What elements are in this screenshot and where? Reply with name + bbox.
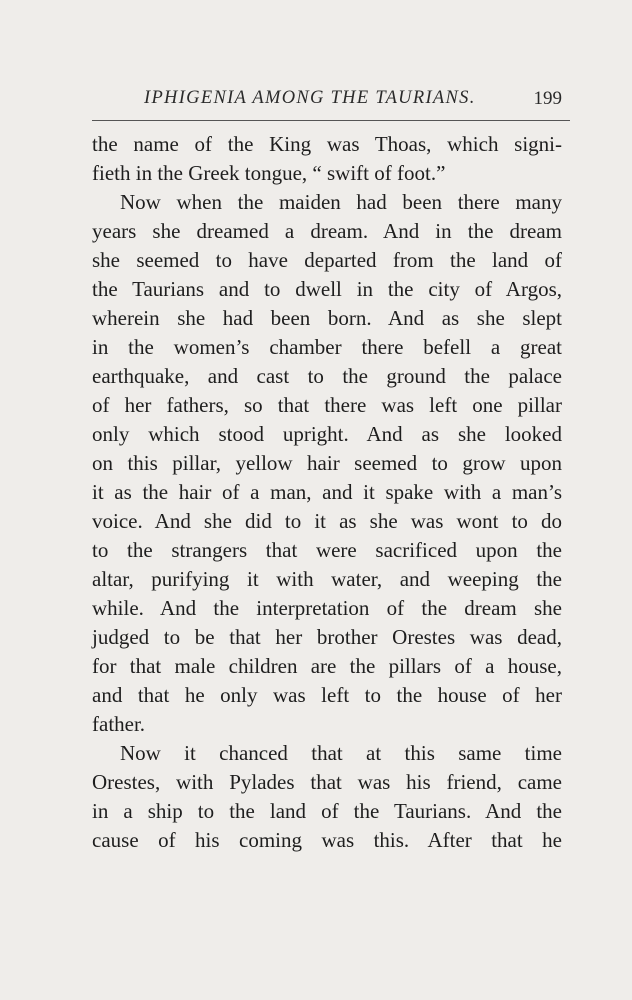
paragraph-start-line: Now when the maiden had been there many (120, 190, 562, 214)
text-line: earthquake, and cast to the ground the palace (92, 364, 562, 388)
text-line: cause of his coming was this. After that he (92, 828, 562, 852)
text-line: she seemed to have departed from the land of (92, 248, 562, 272)
text-line: while. And the interpretation of the dream she (92, 596, 562, 620)
text-line: voice. And she did to it as she was wont to do (92, 509, 562, 533)
text-line: Orestes, with Pylades that was his friend, came (92, 770, 562, 794)
text-line: wherein she had been born. And as she slept (92, 306, 562, 330)
text-line: of her fathers, so that there was left one pillar (92, 393, 562, 417)
text-line: altar, purifying it with water, and weeping the (92, 567, 562, 591)
text-line: and that he only was left to the house of her (92, 683, 562, 707)
body-text (92, 130, 562, 855)
header-rule (92, 120, 570, 121)
page-header (92, 88, 572, 118)
text-line: only which stood upright. And as she looked (92, 422, 562, 446)
text-line: it as the hair of a man, and it spake with a man’s (92, 480, 562, 504)
text-line: the name of the King was Thoas, which signi- (92, 132, 562, 156)
text-line: in a ship to the land of the Taurians. And the (92, 799, 562, 823)
text-line: for that male children are the pillars of a house, (92, 654, 562, 678)
text-line: in the women’s chamber there befell a great (92, 335, 562, 359)
text-line: judged to be that her brother Orestes was dead, (92, 625, 562, 649)
text-line: father. (92, 712, 146, 736)
text-line: the Taurians and to dwell in the city of Argos, (92, 277, 562, 301)
running-title: IPHIGENIA AMONG THE TAURIANS. (144, 88, 476, 108)
text-line: on this pillar, yellow hair seemed to grow upon (92, 451, 562, 475)
text-line: years she dreamed a dream. And in the dream (92, 219, 562, 243)
page-number: 199 (533, 88, 562, 109)
text-line: to the strangers that were sacrificed upon the (92, 538, 562, 562)
paragraph-start-line: Now it chanced that at this same time (120, 741, 562, 765)
text-line: fieth in the Greek tongue, “ swift of foot.” (92, 161, 446, 185)
